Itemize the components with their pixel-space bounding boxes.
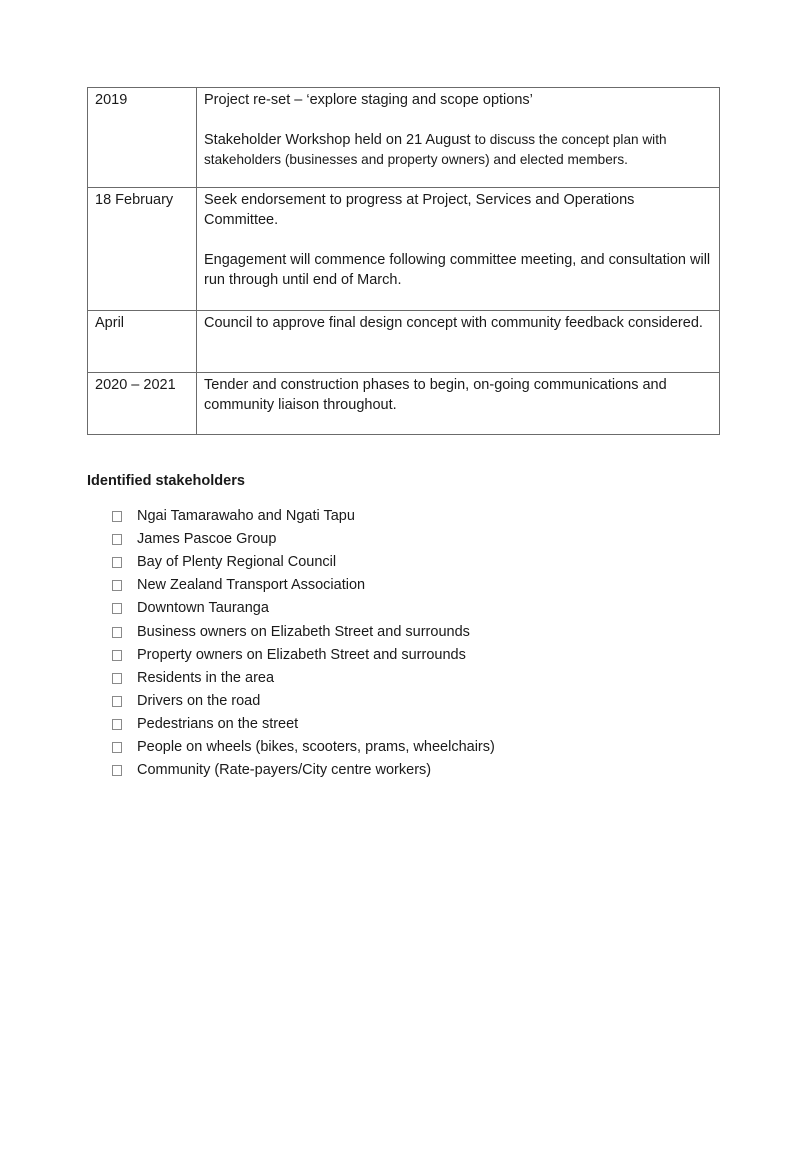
- timeline-paragraph: Engagement will commence following committee meeting, and consultation will run through until end of March.: [204, 252, 711, 288]
- timeline-description: [197, 373, 720, 435]
- timeline-paragraph: Seek endorsement to progress at Project, Services and Operations Committee.: [204, 192, 635, 228]
- timeline-description: [197, 188, 720, 311]
- project-timeline-table: [87, 87, 720, 435]
- stakeholder-label: Pedestrians on the street: [137, 715, 299, 732]
- stakeholder-list: [112, 505, 495, 782]
- stakeholder-label: People on wheels (bikes, scooters, prams, wheelchairs): [137, 738, 495, 755]
- timeline-paragraph: Tender and construction phases to begin, on-going communications and community liaison throughout.: [204, 377, 667, 413]
- list-item: [112, 690, 495, 713]
- list-item: [112, 574, 495, 597]
- timeline-date: 2020 – 2021: [88, 373, 197, 435]
- checkbox-bullet-icon: [112, 719, 122, 730]
- checkbox-bullet-icon: [112, 650, 122, 661]
- list-item: [112, 551, 495, 574]
- checkbox-bullet-icon: [112, 534, 122, 545]
- checkbox-bullet-icon: [112, 765, 122, 776]
- checkbox-bullet-icon: [112, 511, 122, 522]
- checkbox-bullet-icon: [112, 580, 122, 591]
- checkbox-bullet-icon: [112, 696, 122, 707]
- stakeholder-label: Bay of Plenty Regional Council: [137, 554, 337, 571]
- timeline-date: 2019: [88, 88, 197, 188]
- stakeholder-label: Business owners on Elizabeth Street and surrounds: [137, 623, 470, 640]
- list-item: [112, 620, 495, 643]
- list-item: [112, 667, 495, 690]
- checkbox-bullet-icon: [112, 742, 122, 753]
- stakeholder-label: Community (Rate-payers/City centre workers): [137, 762, 432, 779]
- stakeholder-label: Residents in the area: [137, 669, 275, 686]
- stakeholder-label: Drivers on the road: [137, 692, 261, 709]
- timeline-paragraph: Council to approve final design concept with community feedback considered.: [204, 315, 703, 331]
- timeline-date: 18 February: [88, 188, 197, 311]
- list-item: [112, 736, 495, 759]
- timeline-paragraph: Project re-set – ‘explore staging and scope options’: [204, 92, 533, 108]
- timeline-description: [197, 88, 720, 188]
- checkbox-bullet-icon: [112, 627, 122, 638]
- list-item: [112, 759, 495, 782]
- list-item: [112, 505, 495, 528]
- stakeholder-label: New Zealand Transport Association: [137, 577, 366, 594]
- stakeholders-heading: Identified stakeholders: [87, 473, 245, 489]
- stakeholder-label: Ngai Tamarawaho and Ngati Tapu: [137, 508, 355, 525]
- checkbox-bullet-icon: [112, 557, 122, 568]
- stakeholder-label: Downtown Tauranga: [137, 600, 269, 617]
- table-row: [88, 88, 720, 188]
- stakeholder-label: James Pascoe Group: [137, 531, 277, 548]
- timeline-description: [197, 311, 720, 373]
- list-item: [112, 644, 495, 667]
- table-row: [88, 311, 720, 373]
- workshop-date-text: Stakeholder Workshop held on 21 August: [204, 132, 475, 148]
- timeline-paragraph: [204, 130, 712, 170]
- checkbox-bullet-icon: [112, 603, 122, 614]
- table-row: [88, 188, 720, 311]
- stakeholder-label: Property owners on Elizabeth Street and surrounds: [137, 646, 466, 663]
- timeline-date: April: [88, 311, 197, 373]
- checkbox-bullet-icon: [112, 673, 122, 684]
- list-item: [112, 597, 495, 620]
- list-item: [112, 528, 495, 551]
- list-item: [112, 713, 495, 736]
- workshop-detail-text: to discuss the concept plan with stakeholders (businesses and property owners) and elected members.: [204, 132, 667, 167]
- table-row: [88, 373, 720, 435]
